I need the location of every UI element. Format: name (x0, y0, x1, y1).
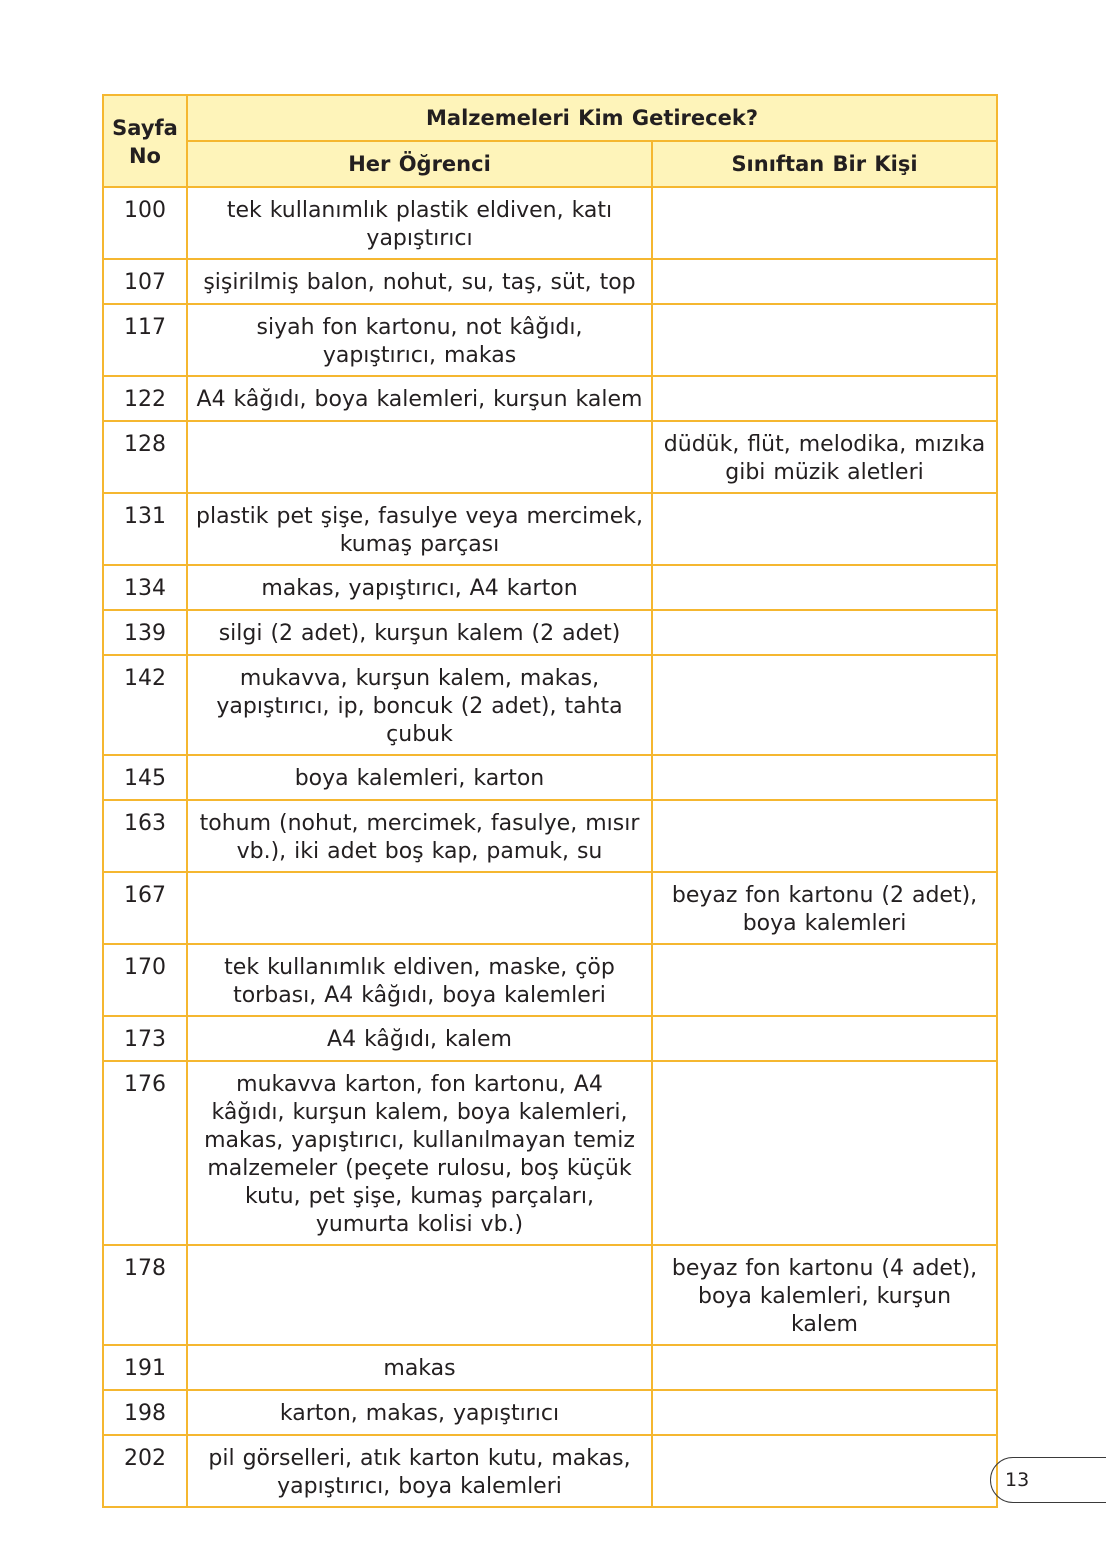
table-row (103, 1016, 997, 1061)
every-student-cell: makas (187, 1345, 652, 1390)
page-number-cell: 117 (103, 304, 187, 376)
page-number-cell: 173 (103, 1016, 187, 1061)
every-student-cell: mukavva karton, fon kartonu, A4 kâğıdı, kurşun kalem, boya kalemleri, makas, yapıştırıcı, kullanılmayan temiz malzemeler (peçete rulosu, boş küçük kutu, pet şişe, kumaş parçaları, yumurta kolisi vb.) (187, 1061, 652, 1245)
one-from-class-cell (652, 1061, 997, 1245)
one-from-class-cell (652, 565, 997, 610)
page-number-cell: 178 (103, 1245, 187, 1345)
table-row (103, 259, 997, 304)
header-group-title: Malzemeleri Kim Getirecek? (187, 95, 997, 141)
table-row (103, 1390, 997, 1435)
every-student-cell: boya kalemleri, karton (187, 755, 652, 800)
one-from-class-cell (652, 800, 997, 872)
every-student-cell: silgi (2 adet), kurşun kalem (2 adet) (187, 610, 652, 655)
every-student-cell: karton, makas, yapıştırıcı (187, 1390, 652, 1435)
page-number-cell: 170 (103, 944, 187, 1016)
one-from-class-cell (652, 493, 997, 565)
one-from-class-cell (652, 755, 997, 800)
page-number-cell: 202 (103, 1435, 187, 1507)
one-from-class-cell (652, 187, 997, 259)
header-one-from-class: Sınıftan Bir Kişi (652, 141, 997, 187)
table-row (103, 655, 997, 755)
one-from-class-cell (652, 376, 997, 421)
table-row (103, 872, 997, 944)
every-student-cell: tek kullanımlık plastik eldiven, katı yapıştırıcı (187, 187, 652, 259)
every-student-cell: pil görselleri, atık karton kutu, makas, yapıştırıcı, boya kalemleri (187, 1435, 652, 1507)
every-student-cell: mukavva, kurşun kalem, makas, yapıştırıcı, ip, boncuk (2 adet), tahta çubuk (187, 655, 652, 755)
page-number-cell: 198 (103, 1390, 187, 1435)
one-from-class-cell (652, 1016, 997, 1061)
table-row (103, 1061, 997, 1245)
table-row (103, 800, 997, 872)
one-from-class-cell: düdük, flüt, melodika, mızıka gibi müzik aletleri (652, 421, 997, 493)
table-row (103, 755, 997, 800)
table-row (103, 493, 997, 565)
page-number-cell: 191 (103, 1345, 187, 1390)
table-row (103, 376, 997, 421)
every-student-cell: makas, yapıştırıcı, A4 karton (187, 565, 652, 610)
page-number-cell: 128 (103, 421, 187, 493)
table-row (103, 944, 997, 1016)
page-number-cell: 163 (103, 800, 187, 872)
table-row (103, 187, 997, 259)
page-number-cell: 122 (103, 376, 187, 421)
one-from-class-cell: beyaz fon kartonu (2 adet), boya kalemleri (652, 872, 997, 944)
every-student-cell (187, 421, 652, 493)
one-from-class-cell (652, 610, 997, 655)
page-number-cell: 134 (103, 565, 187, 610)
every-student-cell: tohum (nohut, mercimek, fasulye, mısır vb.), iki adet boş kap, pamuk, su (187, 800, 652, 872)
page-number-cell: 142 (103, 655, 187, 755)
page-number-cell: 145 (103, 755, 187, 800)
every-student-cell (187, 872, 652, 944)
table-row (103, 1435, 997, 1507)
every-student-cell: A4 kâğıdı, boya kalemleri, kurşun kalem (187, 376, 652, 421)
one-from-class-cell (652, 304, 997, 376)
one-from-class-cell (652, 1345, 997, 1390)
every-student-cell: şişirilmiş balon, nohut, su, taş, süt, top (187, 259, 652, 304)
page-number-cell: 100 (103, 187, 187, 259)
table-header (103, 95, 997, 187)
table-row (103, 565, 997, 610)
every-student-cell: plastik pet şişe, fasulye veya mercimek, kumaş parçası (187, 493, 652, 565)
one-from-class-cell: beyaz fon kartonu (4 adet), boya kalemleri, kurşun kalem (652, 1245, 997, 1345)
table-row (103, 1245, 997, 1345)
page-number-cell: 139 (103, 610, 187, 655)
every-student-cell: siyah fon kartonu, not kâğıdı, yapıştırıcı, makas (187, 304, 652, 376)
page-number-cell: 167 (103, 872, 187, 944)
table-row (103, 304, 997, 376)
every-student-cell: tek kullanımlık eldiven, maske, çöp torbası, A4 kâğıdı, boya kalemleri (187, 944, 652, 1016)
one-from-class-cell (652, 944, 997, 1016)
one-from-class-cell (652, 1390, 997, 1435)
page-number-cell: 176 (103, 1061, 187, 1245)
one-from-class-cell (652, 655, 997, 755)
table-row (103, 610, 997, 655)
page-number-cell: 131 (103, 493, 187, 565)
table-row (103, 421, 997, 493)
page-number: 13 (990, 1457, 1106, 1503)
table-row (103, 1345, 997, 1390)
every-student-cell (187, 1245, 652, 1345)
one-from-class-cell (652, 1435, 997, 1507)
page-number-cell: 107 (103, 259, 187, 304)
header-every-student: Her Öğrenci (187, 141, 652, 187)
table-body (103, 187, 997, 1507)
materials-table (102, 94, 998, 1508)
header-page-no: Sayfa No (103, 95, 187, 187)
every-student-cell: A4 kâğıdı, kalem (187, 1016, 652, 1061)
one-from-class-cell (652, 259, 997, 304)
